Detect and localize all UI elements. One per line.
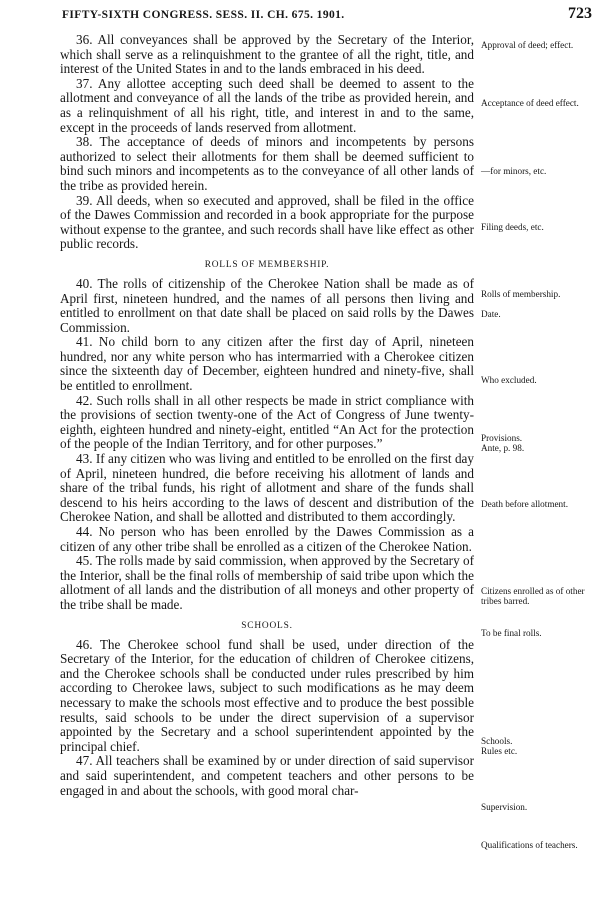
main-text <box>60 33 474 798</box>
paragraph-43: 43. If any citizen who was living and entitled to be enrolled on the first day of April, nineteen hundred, die before receiving his allotment of lands and share of the tribal funds, his right of allotment and share of the funds shall descend to his heirs according to the laws of descent and distribution of the Cherokee Nation, and shall be allotted and distributed to them accordingly. <box>60 451 474 525</box>
paragraph-38: 38. The acceptance of deeds of minors and incompetents by persons authorized to select their allotments for them shall be deemed sufficient to bind such minors and incompetents as to the conveyance of all other lands of the tribe as provided herein. <box>60 134 474 193</box>
margin-note: Supervision. <box>481 802 528 812</box>
paragraph-46: 46. The Cherokee school fund shall be used, under direction of the Secretary of the Interior, for the education of children of Cherokee citizens, and the Cherokee schools shall be conducted under rules prescribed by him according to Cherokee laws, subject to such modifications as he may deem necessary to make the schools most effective and to produce the best possible results, said schools to be under the direct supervision of a supervisor appointed by the Secretary and a school superintendent appointed by the principal chief. <box>60 636 474 754</box>
paragraph-39: 39. All deeds, when so executed and approved, shall be filed in the office of the Dawes Commission and recorded in a book appropriate for the purpose without expense to the grantee, and such records shall have like effect as other public records. <box>60 192 474 252</box>
running-head: FIFTY-SIXTH CONGRESS. SESS. II. CH. 675. 1901. <box>62 9 345 21</box>
margin-note: Who excluded. <box>481 375 537 385</box>
paragraph-44: 44. No person who has been enrolled by the Dawes Commission as a citizen of any other tribe shall be enrolled as a citizen of the Cherokee Nation. <box>60 524 474 554</box>
page-header <box>62 5 592 25</box>
margin-note: Provisions. <box>481 433 523 443</box>
paragraph-45: 45. The rolls made by said commission, when approved by the Secretary of the Interior, shall be the final rolls of membership of said tribe upon which the allotment of all lands and the distribution of all moneys and other property of the tribe shall be made. <box>60 553 474 612</box>
margin-note: Ante, p. 98. <box>481 443 525 453</box>
margin-note: Acceptance of deed effect. <box>481 98 579 108</box>
paragraph-41: 41. No child born to any citizen after the first day of April, nineteen hundred, nor any white person who has intermarried with a Cherokee citizen since the sixteenth day of December, eighteen hundred and ninety-five, shall be entitled to enrollment. <box>60 334 474 394</box>
margin-note: Filing deeds, etc. <box>481 222 544 232</box>
page-number: 723 <box>568 5 592 22</box>
margin-note: Schools. <box>481 736 513 746</box>
margin-note: To be final rolls. <box>481 628 542 638</box>
section-heading-rolls: ROLLS OF MEMBERSHIP. <box>204 259 330 270</box>
margin-note: Rules etc. <box>481 746 518 756</box>
paragraph-36: 36. All conveyances shall be approved by the Secretary of the Interior, which shall serve as a relinquishment to the grantee of all the right, title, and interest of the United States in and to the lands embraced in his deed. <box>60 32 474 77</box>
paragraph-37: 37. Any allottee accepting such deed shall be deemed to assent to the allotment and conveyance of all the lands of the tribe as provided herein, and as a relinquishment of all his right, title, and interest in and to the same, except in the proceeds of lands reserved from allotment. <box>60 75 474 135</box>
paragraph-42: 42. Such rolls shall in all other respects be made in strict compliance with the provisions of section twenty-one of the Act of Congress of June twenty-eighth, eighteen hundred and ninety-eight, entitled “An Act for the protection of the people of the Indian Territory, and for other purposes.” <box>60 392 474 452</box>
margin-note: Rolls of membership. <box>481 289 561 299</box>
margin-note: Approval of deed; effect. <box>481 40 574 50</box>
paragraph-40: 40. The rolls of citizenship of the Cherokee Nation shall be made as of April first, nineteen hundred, and the names of all persons then living and entitled to enrollment on that date shall be placed on said rolls by the Dawes Commission. <box>60 275 474 335</box>
section-heading-schools: SCHOOLS. <box>241 620 293 631</box>
margin-note: Qualifications of teachers. <box>481 840 578 850</box>
margin-note: Date. <box>481 309 501 319</box>
margin-note: —for minors, etc. <box>481 166 547 176</box>
margin-note: Death before allotment. <box>481 499 568 509</box>
margin-note: Citizens enrolled as of other tribes barred. <box>481 586 585 607</box>
paragraph-47: 47. All teachers shall be examined by or under direction of said supervisor and said superintendent, and competent teachers and other persons to be engaged in and about the schools, with good moral char- <box>60 753 474 798</box>
